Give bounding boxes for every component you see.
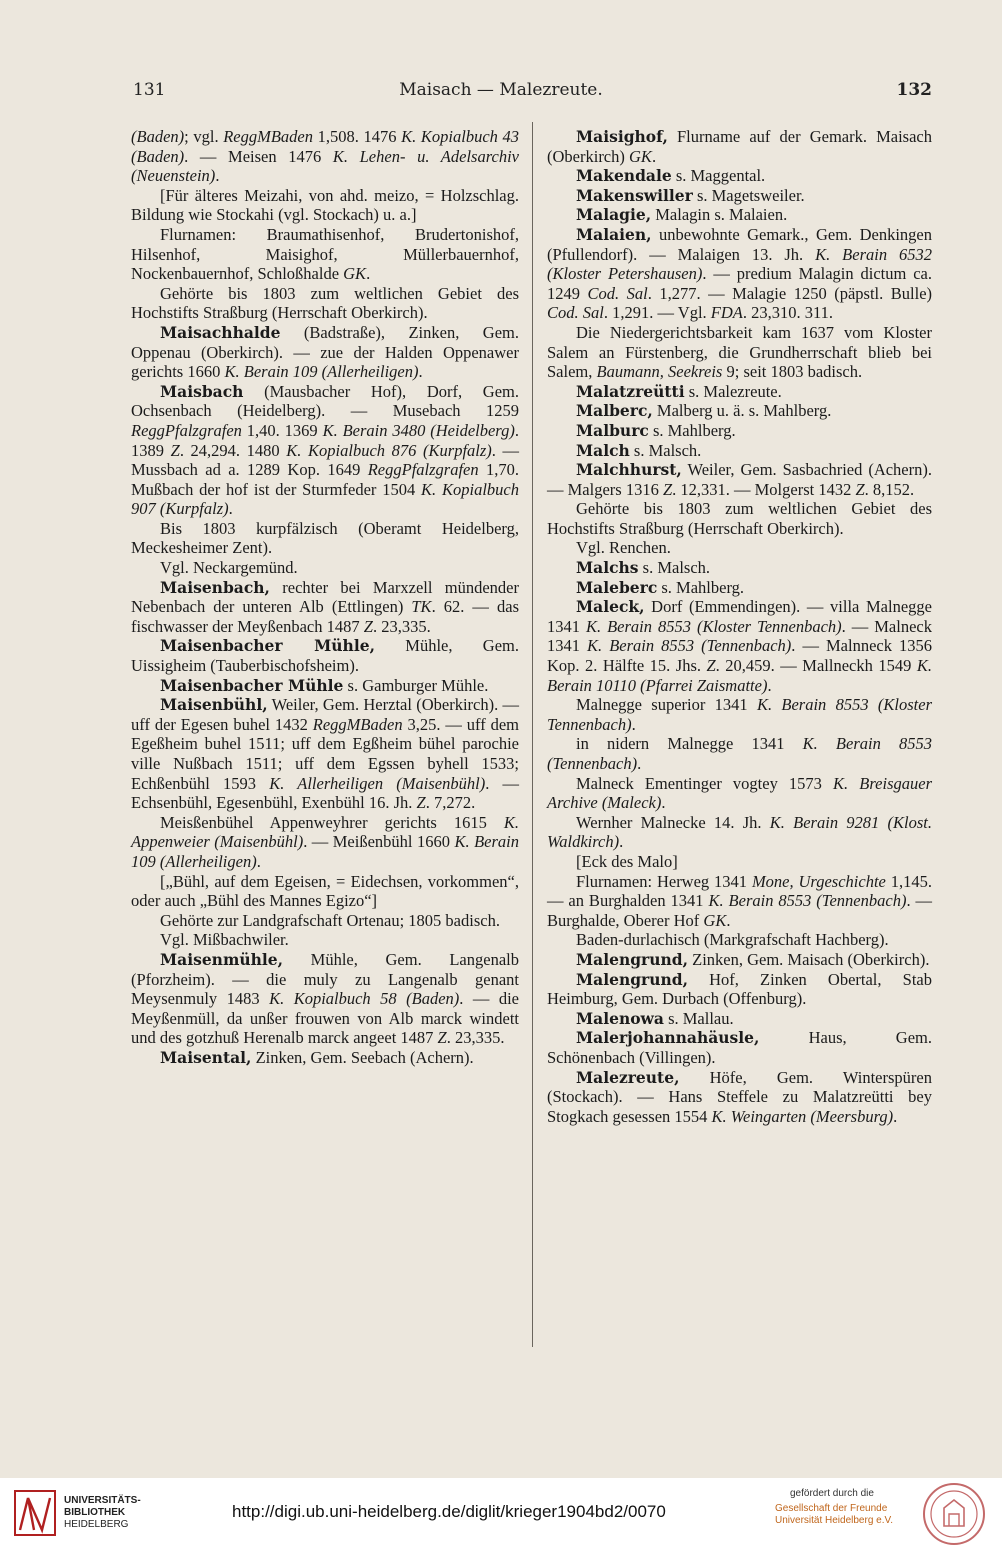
entry-text: (Baden); vgl. ReggMBaden 1,508. 1476 K. Kopialbuch 43 (Baden). — Meisen 1476 K. Lehen- u. Adelsarchiv (Neuenstein). <box>131 127 520 186</box>
sponsor-name <box>775 1503 893 1527</box>
entry-paragraph <box>547 323 932 382</box>
entry-paragraph <box>547 421 932 441</box>
entry-text: Die Niedergerichtsbarkeit kam 1637 vom Kloster Salem an Fürstenberg, die Grundherrschaft blieb bei Salem, Baumann, Seekreis 9; seit 1803 badisch. <box>547 322 932 382</box>
entry-paragraph <box>547 695 932 734</box>
library-line-3: HEIDELBERG <box>64 1519 129 1530</box>
entry-paragraph <box>547 734 932 773</box>
library-line-2: BIBLIOTHEK <box>64 1507 126 1518</box>
entry-paragraph <box>547 930 932 950</box>
left-column <box>131 127 519 1068</box>
entry-headword: Makenswiller <box>576 185 693 205</box>
entry-paragraph <box>131 382 519 519</box>
entry-paragraph <box>547 813 932 852</box>
page-number-left: 131 <box>133 80 166 100</box>
entry-text: Wernher Malnecke 14. Jh. K. Berain 9281 (Klost. Waldkirch). <box>547 812 932 852</box>
entry-paragraph <box>131 636 519 675</box>
entry-text: s. Maggental. <box>671 166 766 186</box>
entry-paragraph <box>547 186 932 206</box>
entry-text: s. Malezreute. <box>684 381 782 401</box>
library-name <box>64 1495 141 1531</box>
page-number-right: 132 <box>896 80 932 100</box>
entry-headword: Maisachhalde <box>160 322 281 342</box>
entry-text: Gehörte zur Landgrafschaft Ortenau; 1805 badisch. <box>160 910 500 930</box>
entry-headword: Malchhurst, <box>576 460 682 480</box>
entry-paragraph <box>547 441 932 461</box>
entry-text: Malagin s. Malaien. <box>651 205 788 225</box>
entry-text: [„Bühl, auf dem Egeisen, = Eidechsen, vorkommen“, oder auch „Bühl des Mannes Egizo“] <box>131 871 519 911</box>
entry-headword: Maisbach <box>160 381 244 401</box>
entry-text: s. Gamburger Mühle. <box>343 675 489 695</box>
entry-text: Weiler, Gem. Sasbachried (Achern). — Malgers 1316 Z. 12,331. — Molgerst 1432 Z. 8,152. <box>547 460 932 499</box>
entry-headword: Malenowa <box>576 1008 664 1028</box>
entry-headword: Malatzreütti <box>576 381 685 401</box>
entry-text: Vgl. Renchen. <box>576 538 671 558</box>
entry-text: Weiler, Gem. Herztal (Oberkirch). — uff der Egesen buhel 1432 ReggMBaden 3,25. — uff dem Egeßheim buhel 1511; uff dem Egßheim bühel parochie ville Nußbach 1511; uff dem Egssen byhell 1533; Echßenbühl 1593 K. Allerheiligen (Maisenbühl). — Echsenbühl, Egesenbühl, Exenbühl 16. Jh. Z. 7,272. <box>131 695 520 813</box>
entry-headword: Maisenmühle, <box>160 949 284 969</box>
entry-paragraph <box>131 127 519 186</box>
entry-text: s. Mahlberg. <box>657 577 745 597</box>
entry-text: Hof, Zinken Obertal, Stab Heimburg, Gem. Durbach (Offenburg). <box>547 969 932 1009</box>
entry-text: [Eck des Malo] <box>576 851 678 871</box>
entry-paragraph <box>547 970 932 1009</box>
entry-paragraph <box>547 499 932 538</box>
sponsor-line-2: Universität Heidelberg e.V. <box>775 1515 894 1526</box>
entry-text: (Badstraße), Zinken, Gem. Oppenau (Oberkirch). — zue der Halden Oppenawer gerichts 1660 K. Berain 109 (Allerheiligen). <box>131 322 519 382</box>
entry-text: Bis 1803 kurpfälzisch (Oberamt Heidelberg, Meckesheimer Zent). <box>131 518 519 558</box>
entry-text: Meisßenbühel Appenweyhrer gerichts 1615 K. Appenweier (Maisenbühl). — Meißenbühl 1660 K. Berain 109 (Allerheiligen). <box>131 812 519 871</box>
footer-bar <box>0 1478 1002 1550</box>
entry-text: Zinken, Gem. Maisach (Oberkirch). <box>688 949 930 969</box>
entry-text: unbewohnte Gemark., Gem. Denkingen (Pfullendorf). — Malaigen 13. Jh. K. Berain 6532 (Kloster Petershausen). — predium Malagin dictum ca. 1249 Cod. Sal. 1,277. — Malagie 1250 (päpstl. Bulle) Cod. Sal. 1,291. — Vgl. FDA. 23,310. 311. <box>547 224 933 323</box>
entry-headword: Maleck, <box>576 597 645 617</box>
entry-text: Mühle, Gem. Uissigheim (Tauberbischofsheim). <box>131 636 519 676</box>
entry-headword: Maleberc <box>576 577 658 597</box>
right-column <box>547 127 932 1126</box>
entry-headword: Maisenbach, <box>160 577 270 597</box>
entry-headword: Malberc, <box>576 401 653 421</box>
column-divider <box>532 122 533 1347</box>
entry-paragraph <box>131 930 519 950</box>
entry-headword: Maisenbühl, <box>160 695 268 715</box>
entry-headword: Malagie, <box>576 205 652 225</box>
entry-paragraph <box>547 538 932 558</box>
entry-paragraph <box>131 186 519 225</box>
entry-headword: Makendale <box>576 166 672 186</box>
entry-paragraph <box>547 127 932 166</box>
permalink-url[interactable]: http://digi.ub.uni-heidelberg.de/diglit/krieger1904bd2/0070 <box>232 1502 666 1521</box>
entry-text: Flurname auf der Gemark. Maisach (Oberkirch) GK. <box>547 127 932 166</box>
entry-text: in nidern Malnegge 1341 K. Berain 8553 (Tennenbach). <box>547 734 932 773</box>
entry-text: Malberg u. ä. s. Mahlberg. <box>652 401 832 421</box>
entry-text: s. Magetsweiler. <box>692 185 805 205</box>
entry-paragraph <box>131 676 519 696</box>
library-line-1: UNIVERSITÄTS- <box>64 1495 141 1506</box>
entry-paragraph <box>547 460 932 499</box>
running-title: Maisach — Malezreute. <box>399 80 603 100</box>
entry-text: Vgl. Neckargemünd. <box>160 558 298 578</box>
entry-paragraph <box>131 225 519 284</box>
entry-paragraph <box>131 813 519 872</box>
entry-paragraph <box>131 911 519 931</box>
entry-paragraph <box>547 852 932 872</box>
entry-text: Flurnamen: Braumathisenhof, Brudertonishof, Hilsenhof, Maisighof, Müllerbauernhof, Nockenbauernhof, Schloßhalde GK. <box>131 224 519 284</box>
entry-text: Vgl. Mißbachwiler. <box>160 930 289 950</box>
entry-paragraph <box>547 950 932 970</box>
entry-paragraph <box>131 695 519 813</box>
entry-paragraph <box>547 558 932 578</box>
entry-paragraph <box>131 578 519 637</box>
entry-headword: Maisenbacher Mühle, <box>160 636 375 656</box>
entry-text: Malneck Ementinger vogtey 1573 K. Breisgauer Archive (Maleck). <box>547 773 932 813</box>
entry-text: s. Mahlberg. <box>648 420 736 440</box>
entry-headword: Malburc <box>576 420 649 440</box>
entry-headword: Maisental, <box>160 1047 252 1067</box>
entry-text: rechter bei Marxzell mündender Nebenbach der unteren Alb (Ettlingen) TK. 62. — das fischwasser der Meyßenbach 1487 Z. 23,335. <box>131 577 519 636</box>
entry-headword: Malerjohannahäusle, <box>576 1028 760 1048</box>
entry-paragraph <box>131 519 519 558</box>
entry-headword: Malaien, <box>576 224 652 244</box>
entry-paragraph <box>547 872 932 931</box>
entry-text: s. Mallau. <box>663 1008 734 1028</box>
entry-text: Malnegge superior 1341 K. Berain 8553 (Kloster Tennenbach). <box>547 695 933 734</box>
entry-paragraph <box>547 166 932 186</box>
entry-paragraph <box>547 382 932 402</box>
entry-text: Zinken, Gem. Seebach (Achern). <box>251 1047 474 1067</box>
entry-text: (Mausbacher Hof), Dorf, Gem. Ochsenbach (Heidelberg). — Musebach 1259 ReggPfalzgrafen 1,40. 1369 K. Berain 3480 (Heidelberg). 1389 Z. 24,294. 1480 K. Kopialbuch 876 (Kurpfalz). — Mussbach ad a. 1289 Kop. 1649 ReggPfalzgrafen 1,70. Mußbach der hof ist der Sturmfeder 1504 K. Kopialbuch 907 (Kurpfalz). <box>131 381 520 519</box>
entry-paragraph <box>131 558 519 578</box>
entry-text: Gehörte bis 1803 zum weltlichen Gebiet des Hochstifts Straßburg (Herrschaft Oberkirch). <box>131 283 519 323</box>
running-header <box>0 80 1002 110</box>
sponsor-intro: gefördert durch die <box>790 1488 874 1499</box>
entry-paragraph <box>547 225 932 323</box>
entry-headword: Maisenbacher Mühle <box>160 675 344 695</box>
entry-headword: Maisighof, <box>576 127 668 146</box>
entry-text: s. Malsch. <box>629 440 702 460</box>
sponsor-line-1: Gesellschaft der Freunde <box>775 1503 888 1514</box>
entry-paragraph <box>547 1009 932 1029</box>
university-seal-icon <box>922 1482 986 1546</box>
entry-text: Flurnamen: Herweg 1341 Mone, Urgeschichte 1,145. — an Burghalden 1341 K. Berain 8553 (Tennenbach). — Burghalde, Oberer Hof GK. <box>547 871 933 930</box>
entry-paragraph <box>547 401 932 421</box>
entry-text: Baden-durlachisch (Markgrafschaft Hachberg). <box>576 930 889 950</box>
entry-text: Höfe, Gem. Winterspüren (Stockach). — Hans Steffele zu Malatzreütti bey Stogkach gesessen 1554 K. Weingarten (Meersburg). <box>547 1067 932 1126</box>
entry-headword: Malezreute, <box>576 1067 680 1087</box>
library-logo-icon <box>14 1490 56 1536</box>
entry-headword: Malch <box>576 440 630 460</box>
entry-text: [Für älteres Meizahi, von ahd. meizo, = Holzschlag. Bildung wie Stockahi (vgl. Stockach) u. a.] <box>131 185 519 225</box>
entry-headword: Malengrund, <box>576 969 688 989</box>
entry-text: Haus, Gem. Schönenbach (Villingen). <box>547 1028 932 1067</box>
entry-paragraph <box>547 597 932 695</box>
entry-paragraph <box>547 578 932 598</box>
entry-paragraph <box>547 205 932 225</box>
entry-headword: Malchs <box>576 558 639 578</box>
entry-paragraph <box>131 872 519 911</box>
entry-text: Mühle, Gem. Langenalb (Pforzheim). — die muly zu Langenalb genant Meysenmuly 1483 K. Kopialbuch 58 (Baden). — die Meyßenmüll, da unßer frouwen von Alb marck windett und des gotzhuß Herenalb marck angeet 1487 Z. 23,335. <box>131 949 519 1048</box>
entry-paragraph <box>131 1048 519 1068</box>
entry-headword: Malengrund, <box>576 949 688 969</box>
entry-paragraph <box>131 323 519 382</box>
entry-paragraph <box>131 950 519 1048</box>
entry-paragraph <box>131 284 519 323</box>
entry-paragraph <box>547 774 932 813</box>
entry-text: s. Malsch. <box>638 558 711 578</box>
entry-paragraph <box>547 1068 932 1127</box>
entry-text: Dorf (Emmendingen). — villa Malnegge 1341 K. Berain 8553 (Kloster Tennenbach). — Malneck 1341 K. Berain 8553 (Tennenbach). — Malnneck 1356 Kop. 2. Hälfte 15. Jhs. Z. 20,459. — Mallneckh 1549 K. Berain 10110 (Pfarrei Zaismatte). <box>547 597 932 695</box>
entry-text: Gehörte bis 1803 zum weltlichen Gebiet des Hochstifts Straßburg (Herrschaft Oberkirch). <box>547 499 932 538</box>
entry-paragraph <box>547 1028 932 1067</box>
